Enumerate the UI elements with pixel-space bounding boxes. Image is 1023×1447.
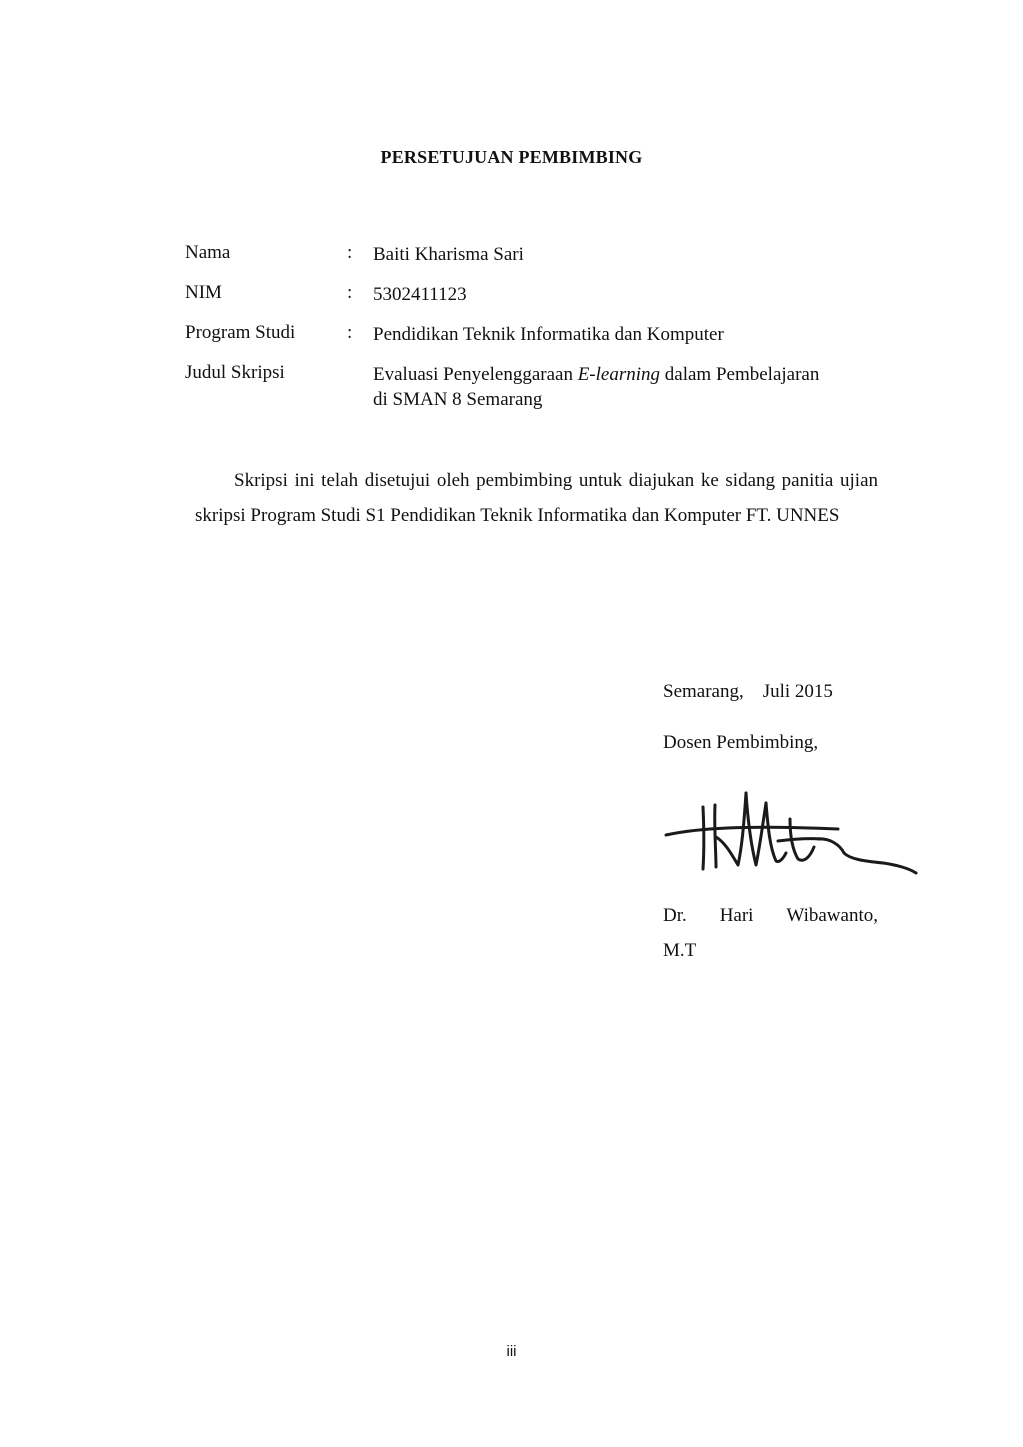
- place-date: Semarang, Juli 2015: [663, 681, 833, 702]
- page-number: iii: [506, 1343, 517, 1360]
- info-row-judul-skripsi: [185, 362, 885, 418]
- info-label-nama: Nama: [185, 242, 231, 263]
- info-colon-nim: :: [347, 282, 353, 303]
- thesis-title-suffix: dalam Pembelajaran: [660, 364, 820, 385]
- name-part-title: Dr.: [663, 905, 687, 926]
- approval-paragraph: Skripsi ini telah disetujui oleh pembimbing untuk diajukan ke sidang panitia ujian skripsi Program Studi S1 Pendidikan Teknik Informatika dan Komputer FT. UNNES: [195, 470, 878, 526]
- student-info-table: [185, 242, 885, 418]
- info-value-nama: Baiti Kharisma Sari: [373, 244, 524, 265]
- thesis-title-italic: E-learning: [577, 364, 661, 385]
- supervisor-role: Dosen Pembimbing,: [663, 732, 819, 753]
- page-title: PERSETUJUAN PEMBIMBING: [380, 147, 643, 167]
- info-label-nim: NIM: [185, 282, 222, 303]
- thesis-title-prefix: Evaluasi Penyelenggaraan: [373, 364, 578, 385]
- supervisor-name-line1: [663, 898, 878, 933]
- supervisor-name-line2: M.T: [663, 940, 697, 961]
- info-row-program-studi: [185, 322, 885, 362]
- name-part-first: Hari: [719, 905, 754, 926]
- info-value-program-studi: Pendidikan Teknik Informatika dan Komputer: [373, 324, 724, 345]
- info-row-nim: [185, 282, 885, 322]
- info-value-judul-skripsi: [373, 362, 873, 412]
- info-colon-program-studi: :: [347, 322, 353, 343]
- handwritten-signature-icon: [658, 783, 923, 883]
- thesis-title-line2: di SMAN 8 Semarang: [373, 389, 543, 410]
- info-label-program-studi: Program Studi: [185, 322, 296, 343]
- info-label-judul-skripsi: Judul Skripsi: [185, 362, 285, 383]
- name-part-last: Wibawanto,: [786, 905, 878, 926]
- info-value-nim: 5302411123: [373, 284, 467, 305]
- supervisor-name: [663, 898, 878, 968]
- info-colon-nama: :: [347, 242, 353, 263]
- info-row-nama: [185, 242, 885, 282]
